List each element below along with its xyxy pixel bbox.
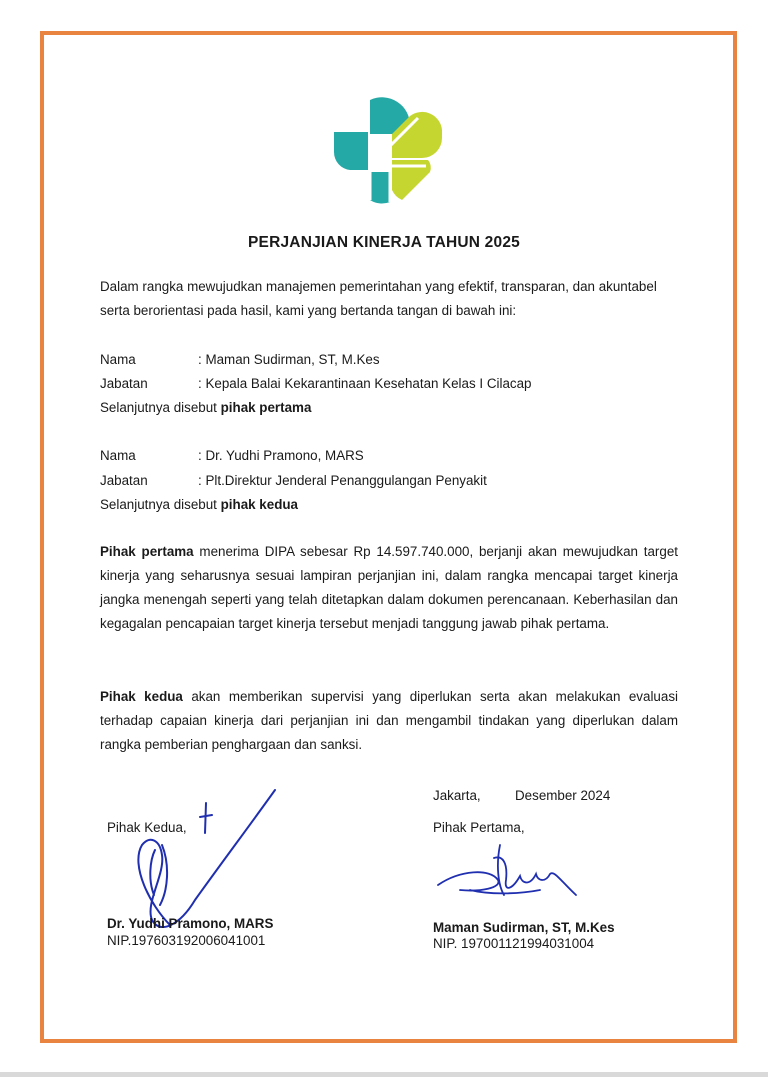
party1-position-row bbox=[100, 374, 532, 394]
left-signer-name: Dr. Yudhi Pramono, MARS bbox=[107, 916, 274, 931]
party2-position-value: : Plt.Direktur Jenderal Penanggulangan Penyakit bbox=[198, 473, 487, 488]
party2-position-row bbox=[100, 471, 487, 491]
supervision-text: akan memberikan supervisi yang diperlukan serta akan melakukan evaluasi terhadap capaian kinerja dari perjanjian ini dan mengambil tindakan yang diperlukan dalam rangka pemberian penghargaan dan sanksi. bbox=[100, 689, 678, 752]
right-signer-nip: NIP. 197001121994031004 bbox=[433, 936, 595, 951]
party1-name-label: Nama bbox=[100, 352, 136, 367]
right-signature bbox=[430, 840, 590, 910]
intro-paragraph: Dalam rangka mewujudkan manajemen pemerintahan yang efektif, transparan, dan akuntabel serta berorientasi pada hasil, kami yang bertanda tangan di bawah ini: bbox=[100, 279, 657, 318]
party2-name-value: : Dr. Yudhi Pramono, MARS bbox=[198, 448, 364, 463]
left-role: Pihak Kedua, bbox=[107, 820, 187, 835]
party1-position-value: : Kepala Balai Kekarantinaan Kesehatan Kelas I Cilacap bbox=[198, 376, 532, 391]
party1-called-bold: pihak pertama bbox=[220, 400, 312, 415]
party1-name-row bbox=[100, 350, 380, 370]
party2-name-row bbox=[100, 446, 364, 466]
commitment-text: menerima DIPA sebesar Rp 14.597.740.000, berjanji akan mewujudkan target kinerja yang seharusnya sesuai lampiran perjanjian ini, dalam rangka mencapai target kinerja jangka menengah seperti yang telah ditetapkan dalam dokumen perencanaan. Keberhasilan dan kegagalan pencapaian target kinerja tersebut menjadi tanggung jawab pihak pertama. bbox=[100, 544, 678, 631]
signing-date: Desember 2024 bbox=[515, 788, 611, 803]
commitment-paragraph bbox=[100, 540, 678, 636]
party2-name-label: Nama bbox=[100, 448, 136, 463]
ministry-logo bbox=[330, 90, 446, 210]
party2-position-label: Jabatan bbox=[100, 473, 148, 488]
supervision-bold: Pihak kedua bbox=[100, 689, 183, 704]
party1-name-value: : Maman Sudirman, ST, M.Kes bbox=[198, 352, 380, 367]
party1-called-prefix: Selanjutnya disebut bbox=[100, 400, 221, 415]
party2-called-bold: pihak kedua bbox=[220, 497, 299, 512]
signing-place: Jakarta, bbox=[433, 788, 481, 803]
left-signer-nip: NIP.197603192006041001 bbox=[107, 933, 266, 948]
party1-position-label: Jabatan bbox=[100, 376, 148, 391]
party2-called-prefix: Selanjutnya disebut bbox=[100, 497, 221, 512]
supervision-paragraph bbox=[100, 685, 678, 757]
right-role: Pihak Pertama, bbox=[433, 820, 525, 835]
document-title: PERJANJIAN KINERJA TAHUN 2025 bbox=[248, 234, 520, 251]
bottom-strip bbox=[0, 1072, 768, 1077]
commitment-bold: Pihak pertama bbox=[100, 544, 194, 559]
party1-called-row bbox=[100, 398, 311, 418]
party2-called-row bbox=[100, 495, 298, 515]
right-signer-name: Maman Sudirman, ST, M.Kes bbox=[433, 920, 615, 935]
